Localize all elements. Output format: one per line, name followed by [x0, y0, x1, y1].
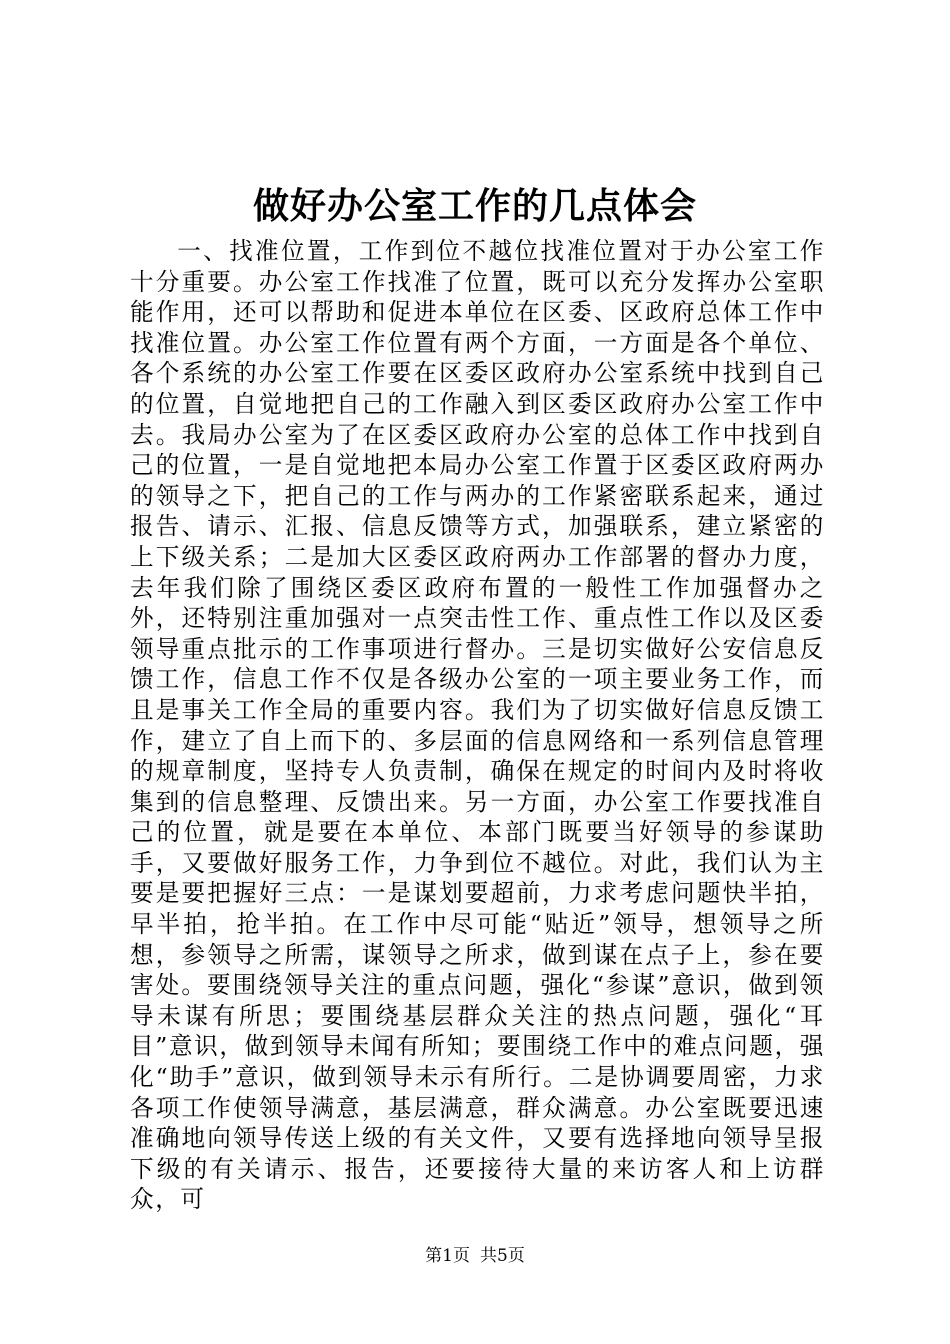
document-title: 做好办公室工作的几点体会 [252, 185, 697, 227]
body-paragraph: 一、找准位置，工作到位不越位找准位置对于办公室工作十分重要。办公室工作找准了位置，既可以充分发挥办公室职能作用，还可以帮助和促进本单位在区委、区政府总体工作中找准位置。办公室工作位置有两个方面，一方面是各个单位、各个系统的办公室工作要在区委区政府办公室系统中找到自己的位置，自觉地把自己的工作融入到区委区政府办公室工作中去。我局办公室为了在区委区政府办公室的总体工作中找到自己的位置，一是自觉地把本局办公室工作置于区委区政府两办的领导之下，把自己的工作与两办的工作紧密联系起来，通过报告、请示、汇报、信息反馈等方式，加强联系，建立紧密的上下级关系；二是加大区委区政府两办工作部署的督办力度，去年我们除了围绕区委区政府布置的一般性工作加强督办之外，还特别注重加强对一点突击性工作、重点性工作以及区委领导重点批示的工作事项进行督办。三是切实做好公安信息反馈工作，信息工作不仅是各级办公室的一项主要业务工作，而且是事关工作全局的重要内容。我们为了切实做好信息反馈工作，建立了自上而下的、多层面的信息网络和一系列信息管理的规章制度，坚持专人负责制，确保在规定的时间内及时将收集到的信息整理、反馈出来。另一方面，办公室工作要找准自己的位置，就是要在本单位、本部门既要当好领导的参谋助手，又要做好服务工作，力争到位不越位。对此，我们认为主要是要把握好三点：一是谋划要超前，力求考虑问题快半拍，早半拍，抢半拍。在工作中尽可能“贴近”领导，想领导之所想，参领导之所需，谋领导之所求，做到谋在点子上，参在要害处。要围绕领导关注的重点问题，强化“参谋”意识，做到领导未谋有所思；要围绕基层群众关注的热点问题，强化“耳目”意识，做到领导未闻有所知；要围绕工作中的难点问题，强化“助手”意识，做到领导未示有所行。二是协调要周密，力求各项工作使领导满意，基层满意，群众满意。办公室既要迅速准确地向领导传送上级的有关文件，又要有选择地向领导呈报下级的有关请示、报告，还要接待大量的来访客人和上访群众，可 [130, 237, 825, 1214]
page-footer [0, 1244, 950, 1268]
current-page-label: 第1页 [425, 1246, 470, 1266]
total-pages-label: 共5页 [480, 1246, 525, 1266]
